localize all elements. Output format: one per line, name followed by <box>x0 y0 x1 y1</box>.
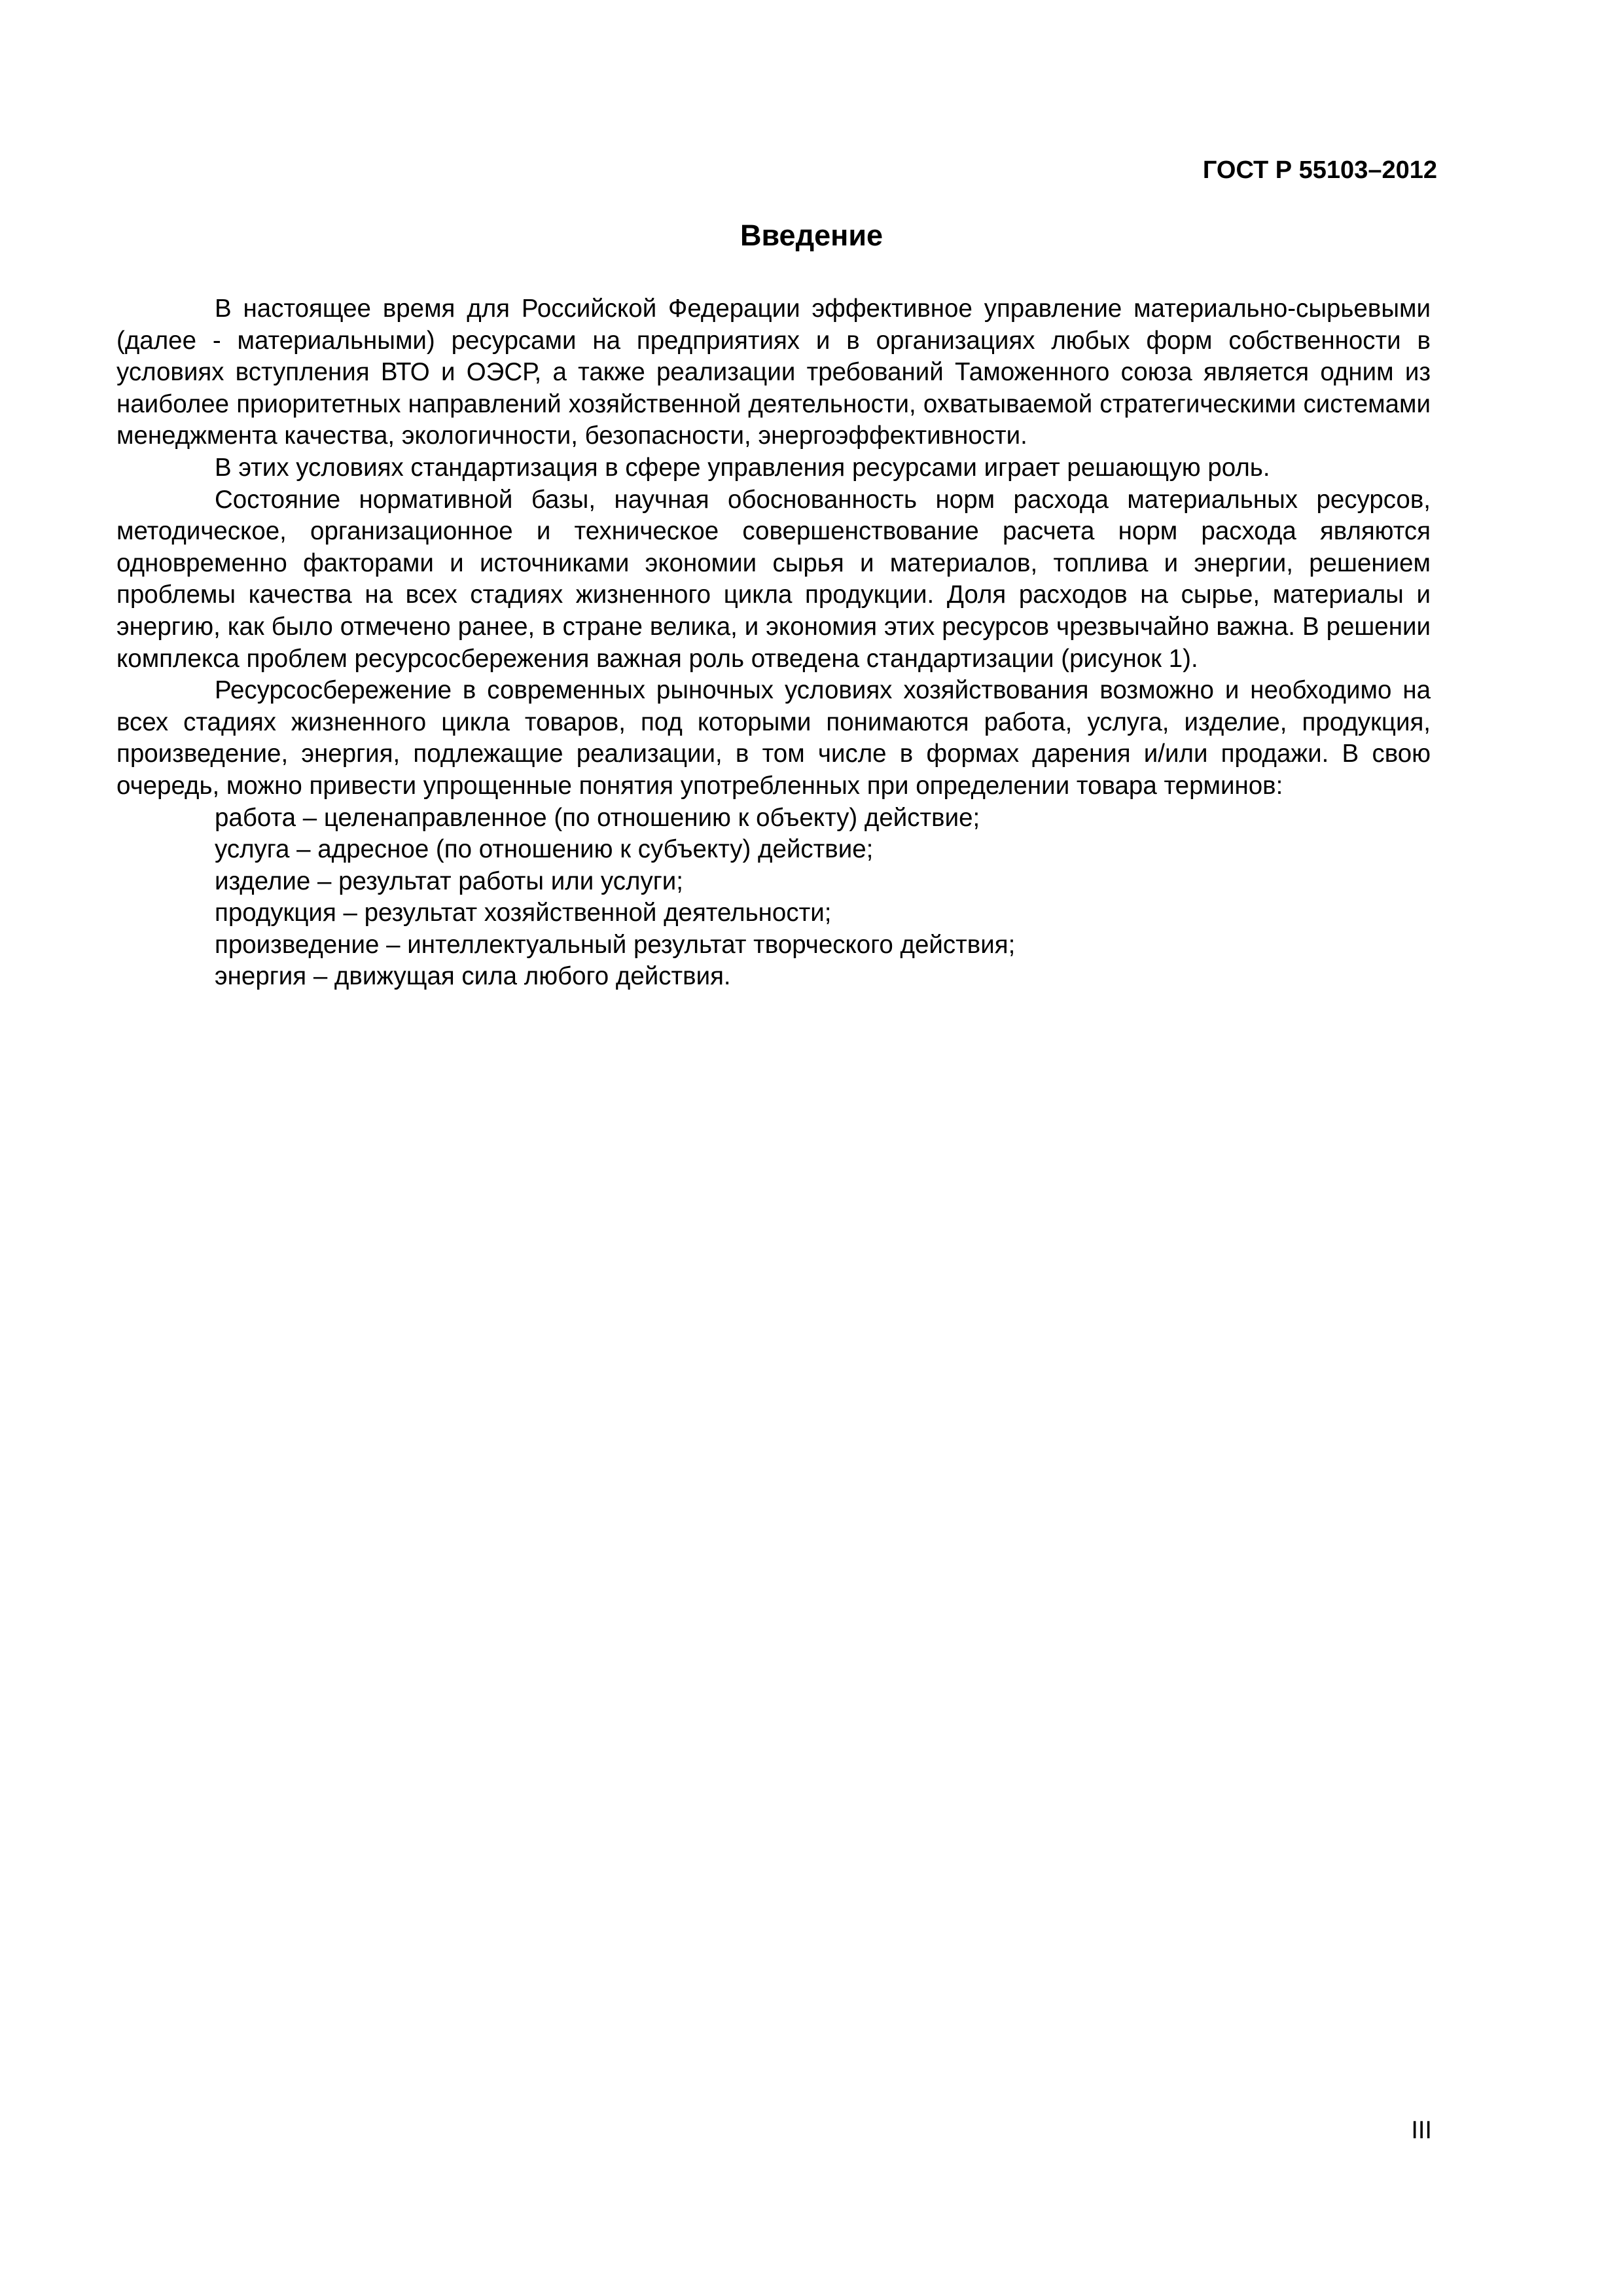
body-text <box>116 293 1431 993</box>
term-item: произведение – интеллектуальный результат творческого действия; <box>215 930 1016 959</box>
term-item: продукция – результат хозяйственной деятельности; <box>215 899 832 927</box>
term-item: изделие – результат работы или услуги; <box>215 867 683 895</box>
term-item: услуга – адресное (по отношению к субъекту) действие; <box>215 835 874 864</box>
paragraph: Ресурсосбережение в современных рыночных условиях хозяйствования возможно и необходимо на всех стадиях жизненного цикла товаров, под которыми понимаются работа, услуга, изделие, продукция, произведение, энергия, подлежащие реализации, в том числе в формах дарения и/или продажи. В свою очередь, можно привести упрощенные понятия употребленных при определении товара терминов: <box>116 676 1431 800</box>
paragraph: В настоящее время для Российской Федерации эффективное управление материально-сырьевыми (далее - материальными) ресурсами на предприятиях и в организациях любых форм собственности в условиях вступления ВТО и ОЭСР, а также реализации требований Таможенного союза является одним из наиболее приоритетных направлений хозяйственной деятельности, охватываемой стратегическими системами менеджмента качества, экологичности, безопасности, энергоэффективности. <box>116 295 1431 450</box>
page-number: III <box>1411 2117 1432 2144</box>
standard-code: ГОСТ Р 55103–2012 <box>1202 156 1437 184</box>
paragraph: В этих условиях стандартизация в сфере управления ресурсами играет решающую роль. <box>215 453 1270 482</box>
term-item: работа – целенаправленное (по отношению к объекту) действие; <box>215 803 980 832</box>
page-title: Введение <box>740 219 883 252</box>
term-item: энергия – движущая сила любого действия. <box>215 962 731 991</box>
term-list <box>116 802 1431 994</box>
paragraph: Состояние нормативной базы, научная обоснованность норм расхода материальных ресурсов, методическое, организационное и техническое совершенствование расчета норм расхода являются одновременно факторами и источниками экономии сырья и материалов, топлива и энергии, решением проблемы качества на всех стадиях жизненного цикла продукции. Доля расходов на сырье, материалы и энергию, как было отмечено ранее, в стране велика, и экономия этих ресурсов чрезвычайно важна. В решении комплекса проблем ресурсосбережения важная роль отведена стандартизации (рисунок 1). <box>116 485 1431 673</box>
